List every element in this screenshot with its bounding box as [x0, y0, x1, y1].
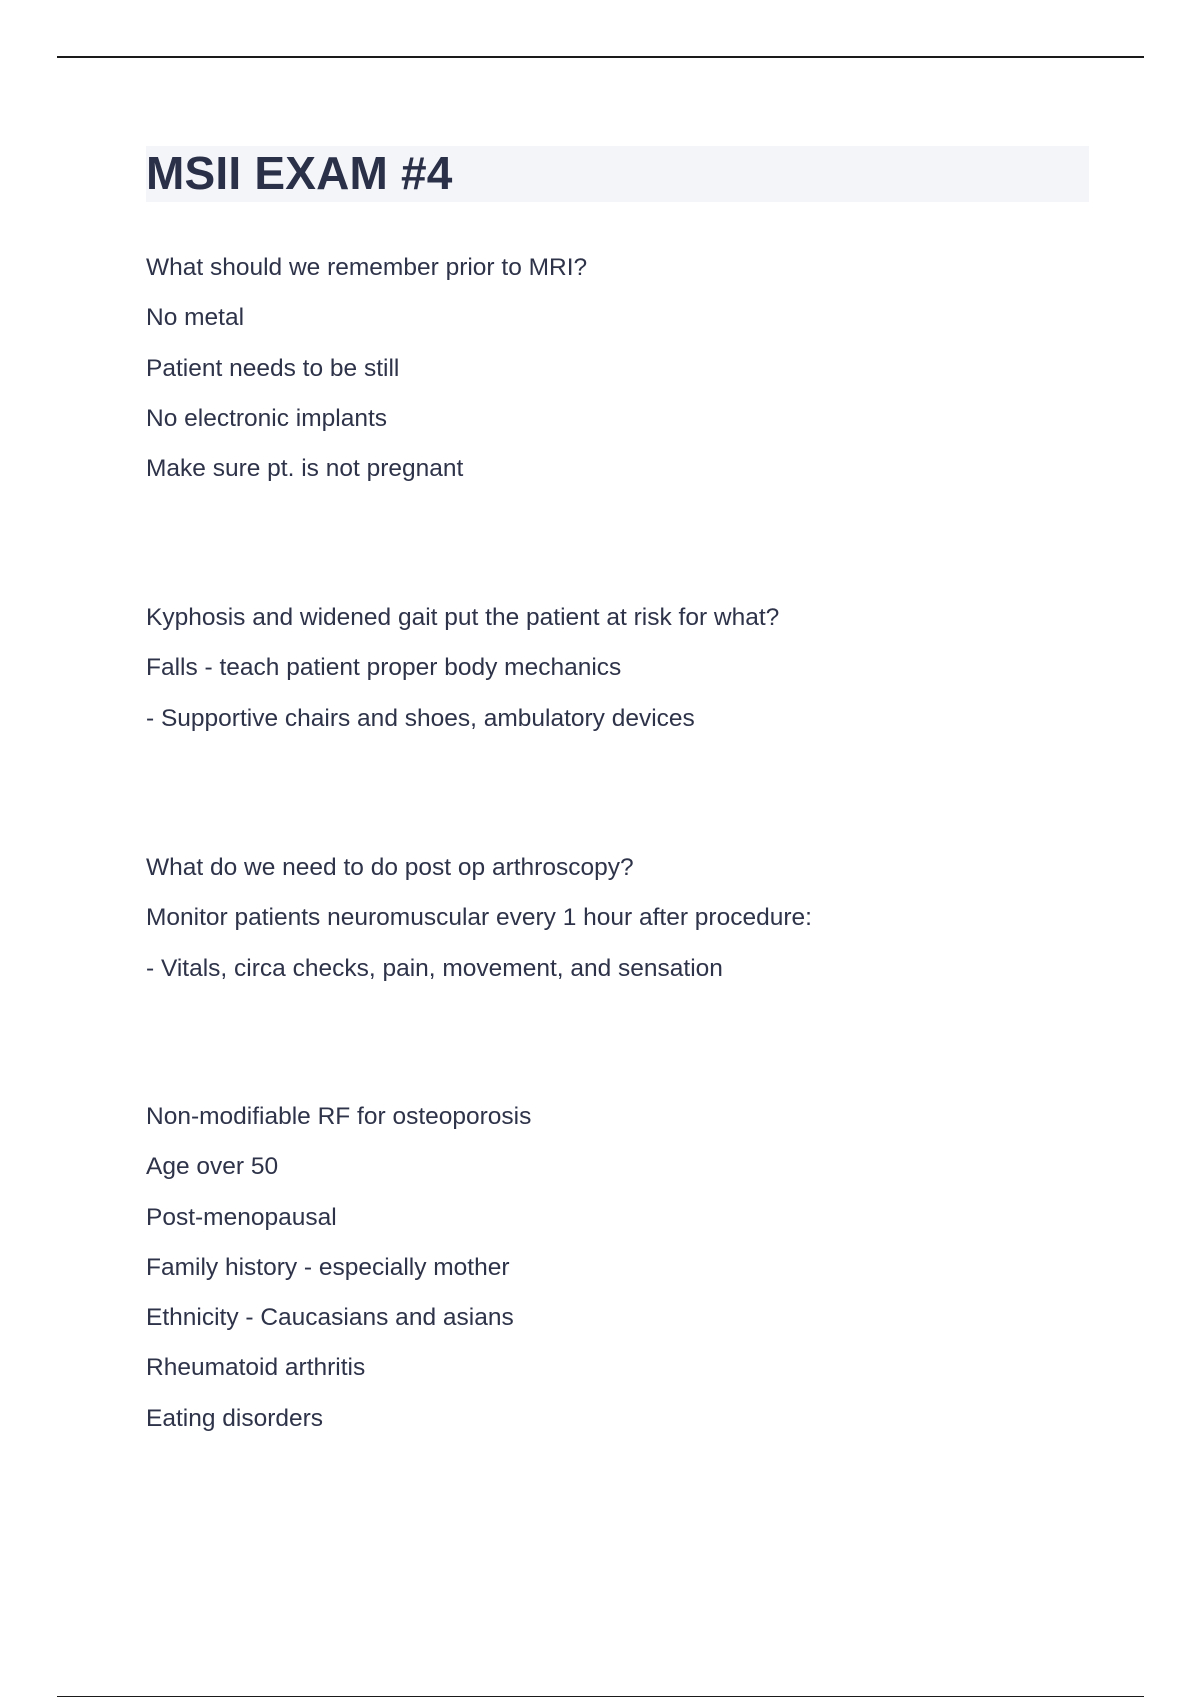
- answer-line: No electronic implants: [146, 404, 388, 432]
- answer-line: - Supportive chairs and shoes, ambulatory devices: [146, 704, 695, 732]
- answer-line: Make sure pt. is not pregnant: [146, 455, 464, 483]
- top-divider: [57, 56, 1144, 58]
- answer-line: Eating disorders: [146, 1404, 324, 1432]
- answer-line: Post-menopausal: [146, 1203, 337, 1231]
- qa-card: [146, 843, 812, 994]
- question-text: What should we remember prior to MRI?: [146, 254, 588, 281]
- answer-line: Age over 50: [146, 1153, 279, 1181]
- document-title: MSII EXAM #4: [146, 147, 453, 199]
- qa-card: [146, 243, 587, 494]
- answer-line: - Vitals, circa checks, pain, movement, and sensation: [146, 954, 723, 982]
- question-text: Non-modifiable RF for osteoporosis: [146, 1103, 532, 1130]
- question-text: What do we need to do post op arthroscopy?: [146, 854, 634, 881]
- qa-card: [146, 1092, 531, 1444]
- answer-line: Ethnicity - Caucasians and asians: [146, 1304, 514, 1332]
- answer-line: Rheumatoid arthritis: [146, 1354, 366, 1382]
- qa-card: [146, 593, 779, 744]
- answer-line: Patient needs to be still: [146, 354, 400, 382]
- question-text: Kyphosis and widened gait put the patient at risk for what?: [146, 604, 780, 631]
- answer-line: Falls - teach patient proper body mechanics: [146, 654, 622, 682]
- answer-line: Family history - especially mother: [146, 1253, 510, 1281]
- answer-line: Monitor patients neuromuscular every 1 hour after procedure:: [146, 904, 812, 932]
- bottom-divider: [57, 1696, 1144, 1697]
- answer-line: No metal: [146, 304, 245, 332]
